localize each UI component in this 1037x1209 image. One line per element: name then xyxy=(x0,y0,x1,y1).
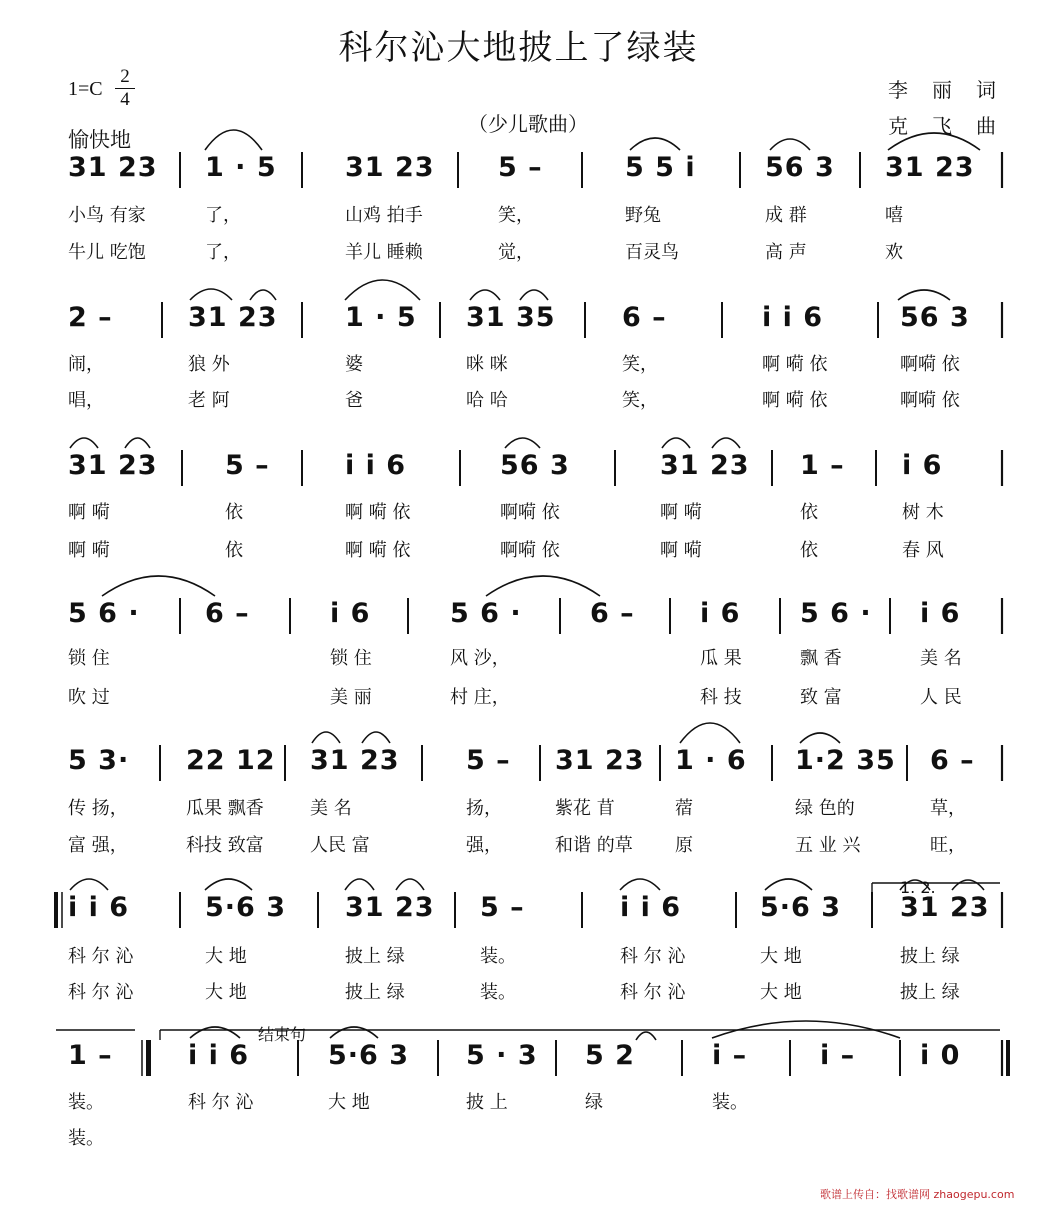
lyric-verse-2: 富 强， xyxy=(68,835,128,856)
lyric-verse-2: 村 庄， xyxy=(450,687,510,708)
lyric-verse-1: 成 群 xyxy=(765,205,807,226)
lyric-verse-2: 百灵鸟 xyxy=(625,242,679,263)
measure-notes: 31 23 xyxy=(345,892,435,923)
lyric-verse-1: 披上 绿 xyxy=(345,946,405,967)
measure-notes: 1 – xyxy=(800,450,845,481)
lyric-verse-1: 野兔 xyxy=(625,205,661,226)
lyric-verse-2: 美 丽 xyxy=(330,687,372,708)
measure-notes: 1 – xyxy=(68,1040,113,1071)
measure-notes: 5 5 i xyxy=(625,152,696,183)
lyric-verse-1: 披 上 xyxy=(466,1092,508,1113)
lyric-verse-2: 老 阿 xyxy=(188,390,230,411)
measure-notes: 31 23 xyxy=(68,450,158,481)
measure-notes: 1 · 5 xyxy=(345,302,417,333)
slur xyxy=(362,732,390,743)
lyric-verse-2: 科技 致富 xyxy=(186,835,264,856)
lyric-verse-2: 啊 嗬 xyxy=(68,540,110,561)
fermata-arc xyxy=(636,1032,656,1040)
lyric-verse-2: 装。 xyxy=(480,982,516,1003)
tempo-marking: 愉快地 xyxy=(68,128,131,152)
lyric-verse-1: 大 地 xyxy=(760,946,802,967)
lyric-verse-1: 风 沙， xyxy=(450,648,510,669)
measure-notes: 5 6 · xyxy=(800,598,872,629)
measure-notes: i 0 xyxy=(920,1040,961,1071)
lyric-verse-1: 瓜 果 xyxy=(700,648,742,669)
slur xyxy=(620,879,660,890)
lyric-verse-1: 瓜果 飘香 xyxy=(186,798,264,819)
lyric-verse-2: 啊 嗬 依 xyxy=(345,540,411,561)
measure-notes: 31 23 xyxy=(345,152,435,183)
lyric-verse-2: 人民 富 xyxy=(310,835,370,856)
measure-notes: 56 3 xyxy=(900,302,970,333)
volta-label: 1. 2. xyxy=(900,878,936,897)
measure-notes: i 6 xyxy=(330,598,371,629)
lyric-verse-1: 美 名 xyxy=(920,648,962,669)
time-signature-bottom: 4 xyxy=(120,89,130,110)
lyric-verse-1: 飘 香 xyxy=(800,648,842,669)
slur xyxy=(770,139,810,150)
measure-notes: 5 – xyxy=(498,152,543,183)
measure-notes: 5·6 3 xyxy=(328,1040,410,1071)
measure-notes: 31 23 xyxy=(660,450,750,481)
lyric-verse-2: 披上 绿 xyxy=(900,982,960,1003)
lyric-verse-1: 依 xyxy=(800,502,818,523)
composer-credit: 克飞曲 xyxy=(888,114,1020,138)
lyric-verse-1: 山鸡 拍手 xyxy=(345,205,423,226)
lyric-verse-2: 唱， xyxy=(68,390,104,411)
lyric-verse-1: 笑， xyxy=(622,354,658,375)
lyric-verse-1: 美 名 xyxy=(310,798,352,819)
measure-notes: 6 – xyxy=(930,745,975,776)
lyric-verse-1: 婆 xyxy=(345,354,363,375)
slur xyxy=(470,290,500,300)
lyric-verse-1: 扬， xyxy=(466,798,502,819)
lyric-verse-2: 科 技 xyxy=(700,687,742,708)
measure-notes: i 6 xyxy=(902,450,943,481)
measure-notes: i 6 xyxy=(700,598,741,629)
lyric-verse-2: 高 声 xyxy=(765,242,807,263)
lyric-verse-2: 爸 xyxy=(345,390,363,411)
lyric-verse-1: 树 木 xyxy=(902,502,944,523)
lyric-verse-1: 啊 嗬 依 xyxy=(345,502,411,523)
lyric-verse-2: 依 xyxy=(225,540,243,561)
lyric-verse-1: 狼 外 xyxy=(188,354,230,375)
lyric-verse-1: 大 地 xyxy=(328,1092,370,1113)
measure-notes: 1·2 35 xyxy=(795,745,896,776)
slur xyxy=(888,133,980,150)
lyric-verse-2: 啊 嗬 xyxy=(660,540,702,561)
measure-notes: 5·6 3 xyxy=(760,892,842,923)
lyric-verse-1: 草， xyxy=(930,798,966,819)
slur xyxy=(330,1027,378,1038)
measure-notes: 5 2 xyxy=(585,1040,635,1071)
measure-notes: i i 6 xyxy=(68,892,130,923)
measure-notes: 31 23 xyxy=(188,302,278,333)
lyric-verse-2: 原 xyxy=(675,835,693,856)
slur xyxy=(345,879,374,890)
measure-notes: i i 6 xyxy=(345,450,407,481)
lyric-verse-2: 哈 哈 xyxy=(466,390,508,411)
measure-notes: 31 23 xyxy=(885,152,975,183)
slur xyxy=(520,290,548,300)
lyric-verse-1: 绿 xyxy=(585,1092,603,1113)
lyric-verse-2: 啊 嗬 依 xyxy=(762,390,828,411)
lyric-verse-2: 装。 xyxy=(68,1128,104,1149)
lyric-verse-2: 啊嗬 依 xyxy=(500,540,560,561)
slur xyxy=(898,290,950,300)
measure-notes: i – xyxy=(820,1040,856,1071)
measure-notes: i i 6 xyxy=(188,1040,250,1071)
key-signature: 1=C xyxy=(68,78,103,100)
slur xyxy=(190,1027,240,1038)
lyric-verse-1: 啊嗬 依 xyxy=(900,354,960,375)
slur xyxy=(70,438,98,448)
slur xyxy=(312,732,340,743)
measure-notes: 5 3· xyxy=(68,745,130,776)
time-signature-top: 2 xyxy=(115,66,135,89)
lyric-verse-2: 大 地 xyxy=(760,982,802,1003)
slur xyxy=(680,723,740,743)
measure-notes: 31 23 xyxy=(555,745,645,776)
measure-notes: 6 – xyxy=(590,598,635,629)
lyric-verse-1: 啊嗬 依 xyxy=(500,502,560,523)
measure-notes: 31 35 xyxy=(466,302,556,333)
slur xyxy=(125,438,150,448)
lyric-verse-2: 了， xyxy=(205,242,241,263)
lyric-verse-2: 春 风 xyxy=(902,540,944,561)
lyric-verse-1: 啊 嗬 依 xyxy=(762,354,828,375)
lyric-verse-1: 绿 色的 xyxy=(795,798,855,819)
measure-notes: 6 – xyxy=(205,598,250,629)
lyric-verse-2: 强， xyxy=(466,835,502,856)
lyricist-credit: 李丽词 xyxy=(888,78,1020,102)
lyric-verse-1: 笑， xyxy=(498,205,534,226)
measure-notes: 22 12 xyxy=(186,745,276,776)
slur xyxy=(345,280,420,300)
lyric-verse-2: 旺， xyxy=(930,835,966,856)
lyric-verse-1: 小鸟 有家 xyxy=(68,205,146,226)
slur xyxy=(396,879,424,890)
lyric-verse-1: 啊 嗬 xyxy=(660,502,702,523)
lyric-verse-1: 啊 嗬 xyxy=(68,502,110,523)
lyric-verse-1: 披上 绿 xyxy=(900,946,960,967)
song-subtitle: （少儿歌曲） xyxy=(468,112,588,136)
measure-notes: 56 3 xyxy=(500,450,570,481)
measure-notes: 2 – xyxy=(68,302,113,333)
lyric-verse-2: 觉， xyxy=(498,242,534,263)
lyric-verse-1: 依 xyxy=(225,502,243,523)
lyric-verse-1: 装。 xyxy=(480,946,516,967)
lyric-verse-2: 五 业 兴 xyxy=(795,835,861,856)
slur xyxy=(102,576,215,596)
slur xyxy=(70,879,108,890)
measure-notes: i i 6 xyxy=(762,302,824,333)
measure-notes: 6 – xyxy=(622,302,667,333)
measure-notes: 5 – xyxy=(225,450,270,481)
slur xyxy=(205,879,252,890)
lyric-verse-2: 笑， xyxy=(622,390,658,411)
lyric-verse-1: 大 地 xyxy=(205,946,247,967)
measure-notes: 5 – xyxy=(480,892,525,923)
measure-notes: 1 · 5 xyxy=(205,152,277,183)
measure-notes: 31 23 xyxy=(310,745,400,776)
ending-label: 结束句 xyxy=(258,1025,307,1044)
lyric-verse-2: 大 地 xyxy=(205,982,247,1003)
lyric-verse-2: 致 富 xyxy=(800,687,842,708)
measure-notes: 5 6 · xyxy=(68,598,140,629)
lyric-verse-1: 传 扬， xyxy=(68,798,128,819)
measure-notes: 5 – xyxy=(466,745,511,776)
measure-notes: 5 · 3 xyxy=(466,1040,538,1071)
measure-notes: 5·6 3 xyxy=(205,892,287,923)
lyric-verse-1: 紫花 苜 xyxy=(555,798,615,819)
slur xyxy=(250,290,276,300)
lyric-verse-1: 闹， xyxy=(68,354,104,375)
lyric-verse-2: 披上 绿 xyxy=(345,982,405,1003)
measure-notes: i i 6 xyxy=(620,892,682,923)
lyric-verse-1: 装。 xyxy=(712,1092,748,1113)
lyric-verse-2: 人 民 xyxy=(920,687,962,708)
lyric-verse-1: 咪 咪 xyxy=(466,354,508,375)
measure-notes: 31 23 xyxy=(900,892,990,923)
slur xyxy=(952,880,984,890)
lyric-verse-2: 吹 过 xyxy=(68,687,110,708)
lyric-verse-1: 了， xyxy=(205,205,241,226)
lyric-verse-1: 装。 xyxy=(68,1092,104,1113)
song-title: 科尔沁大地披上了绿装 xyxy=(338,28,699,68)
slur xyxy=(662,438,690,448)
lyric-verse-1: 嘻 xyxy=(885,205,903,226)
lyric-verse-1: 科 尔 沁 xyxy=(68,946,134,967)
measure-notes: 1 · 6 xyxy=(675,745,747,776)
lyric-verse-2: 牛儿 吃饱 xyxy=(68,242,146,263)
slur xyxy=(505,438,540,448)
slur xyxy=(765,879,812,890)
slur xyxy=(205,130,262,150)
footer-credit: 歌谱上传自：找歌谱网 zhaogepu.com xyxy=(820,1188,1015,1201)
measure-notes: 31 23 xyxy=(68,152,158,183)
slur xyxy=(712,438,740,448)
measure-notes: 56 3 xyxy=(765,152,835,183)
measure-notes: 5 6 · xyxy=(450,598,522,629)
slur xyxy=(630,138,680,150)
lyric-verse-2: 科 尔 沁 xyxy=(620,982,686,1003)
lyric-verse-2: 科 尔 沁 xyxy=(68,982,134,1003)
lyric-verse-2: 欢 xyxy=(885,242,903,263)
lyric-verse-2: 和谐 的草 xyxy=(555,835,633,856)
lyric-verse-1: 科 尔 沁 xyxy=(188,1092,254,1113)
slur xyxy=(800,733,840,743)
lyric-verse-2: 依 xyxy=(800,540,818,561)
lyric-verse-1: 锁 住 xyxy=(330,648,372,669)
measure-notes: i – xyxy=(712,1040,748,1071)
slur xyxy=(190,289,232,300)
lyric-verse-1: 锁 住 xyxy=(68,648,110,669)
lyric-verse-1: 科 尔 沁 xyxy=(620,946,686,967)
lyric-verse-2: 啊嗬 依 xyxy=(900,390,960,411)
measure-notes: i 6 xyxy=(920,598,961,629)
slur xyxy=(486,576,600,596)
lyric-verse-1: 蓿 xyxy=(675,798,693,819)
lyric-verse-2: 羊儿 睡赖 xyxy=(345,242,423,263)
